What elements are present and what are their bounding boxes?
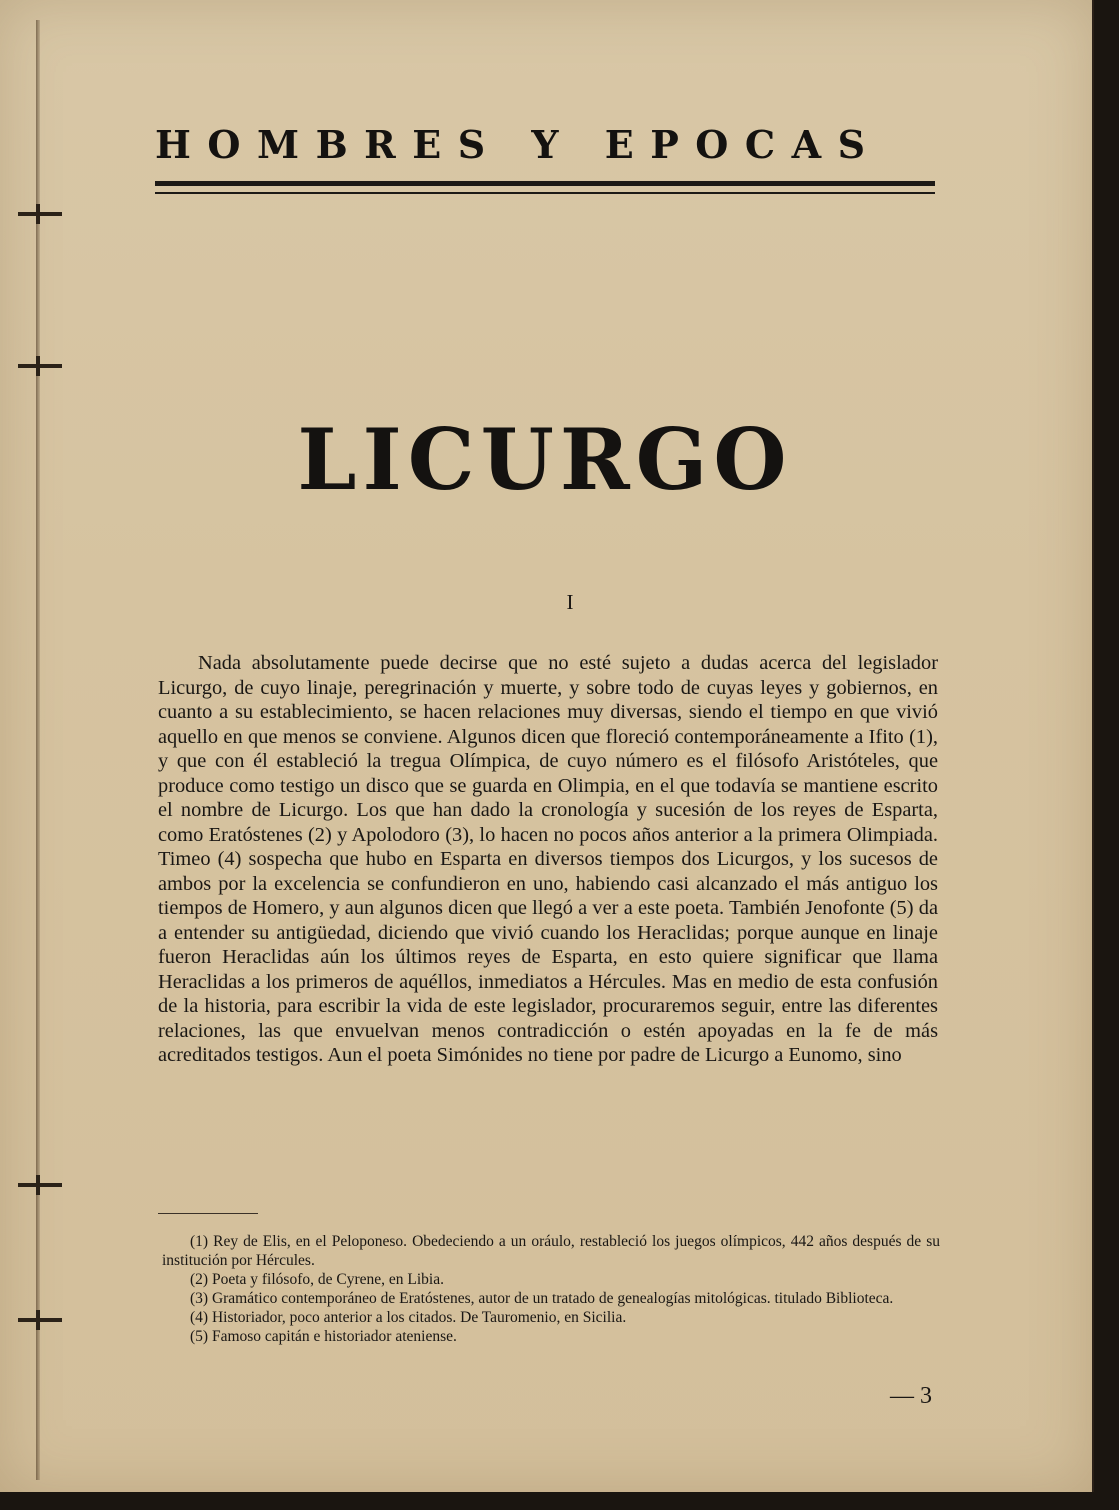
footnote: (4) Historiador, poco anterior a los citados. De Tauromenio, en Sicilia. (190, 1309, 627, 1326)
binding-staple (18, 1318, 62, 1322)
footnotes (162, 1232, 940, 1346)
binding-staple (18, 212, 62, 216)
body-paragraph: Nada absolutamente puede decirse que no esté sujeto a dudas acerca del legislador Licurgo, de cuyo linaje, peregrinación y muerte, y sobre todo de cuyas leyes y gobiernos, en cuanto a su establecimiento, se hacen relaciones muy diversas, siendo el tiempo en que vivió aquello en que menos se conviene. Algunos dicen que floreció contemporáneamente a Ifito (1), y que con él estableció la tregua Olímpica, de cuyo número es el filósofo Aristóteles, que produce como testigo un disco que se guarda en Olimpia, en el que todavía se mantiene escrito el nombre de Licurgo. Los que han dado la cronología y sucesión de los reyes de Esparta, como Eratóstenes (2) y Apolodoro (3), lo hacen no pocos años anterior a la primera Olimpiada. Timeo (4) sospecha que hubo en Esparta en diversos tiempos dos Licurgos, y los sucesos de ambos por la excelencia se confundieron en uno, habiendo casi alcanzado el más antiguo los tiempos de Homero, y aun algunos dicen que llegó a ver a este poeta. También Jenofonte (5) da a entender su antigüedad, diciendo que vivió cuando los Heraclidas; porque aunque en linaje fueron Heraclidas aún los últimos reyes de Esparta, en esto quiere significar que llama Heraclidas a los primeros de aquéllos, inmediatos a Hércules. Mas en medio de esta confusión de la historia, para escribir la vida de este legislador, procuraremos seguir, entre las diferentes relaciones, las que envuelvan menos contradicción o estén apoyadas en la fe de más acreditados testigos. Aun el poeta Simónides no tiene por padre de Licurgo a Eunomo, sino (158, 652, 938, 1066)
series-title: HOMBRES Y EPOCAS (155, 122, 882, 167)
page-number: — 3 (890, 1383, 932, 1409)
section-number: I (566, 590, 574, 614)
binding-edge (36, 20, 40, 1480)
binding-staple (18, 364, 62, 368)
article-title: LICURGO (297, 410, 793, 509)
footnote: (3) Gramático contemporáneo de Eratóstenes, autor de un tratado de genealogías mitológicas. titulado Biblioteca. (190, 1290, 894, 1307)
footnote-rule (158, 1213, 258, 1214)
binding-staple (18, 1183, 62, 1187)
footnote: (5) Famoso capitán e historiador ateniense. (190, 1328, 457, 1345)
footnote: (2) Poeta y filósofo, de Cyrene, en Libia. (190, 1271, 444, 1288)
header-rule-thin (155, 192, 935, 194)
footnote: (1) Rey de Elis, en el Peloponeso. Obedeciendo a un oráulo, restableció los juegos olímpicos, 442 años después de su institución por Hércules. (162, 1233, 940, 1269)
header-rule (155, 181, 935, 186)
